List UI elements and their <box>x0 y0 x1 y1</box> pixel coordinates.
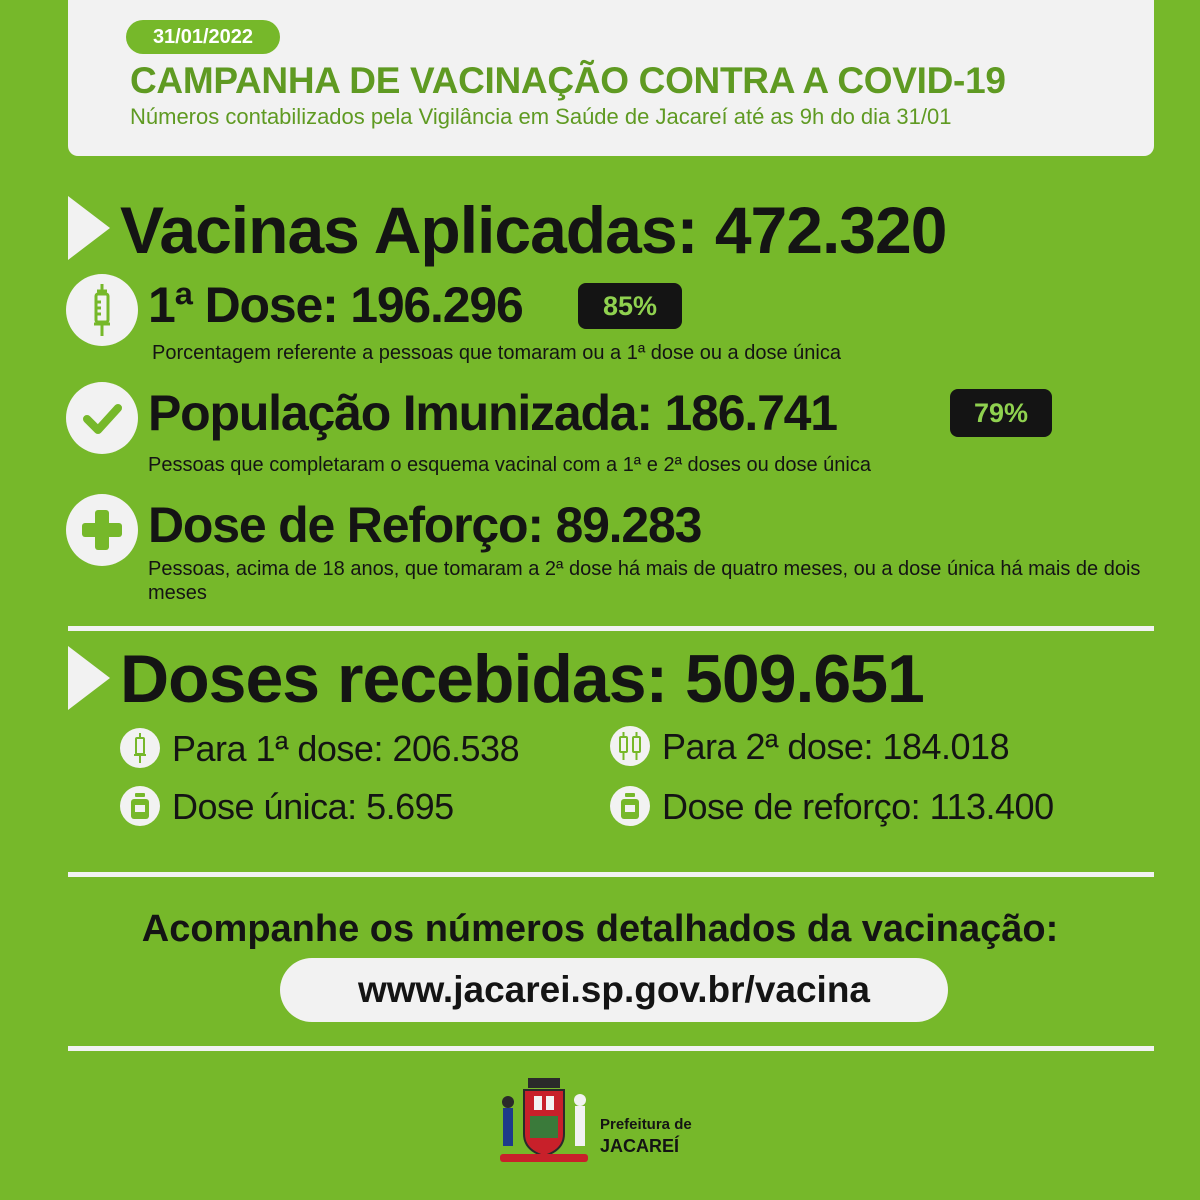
vaccine-url-link[interactable]: www.jacarei.sp.gov.br/vacina <box>280 958 948 1022</box>
divider <box>68 1046 1154 1051</box>
follow-text: Acompanhe os números detalhados da vacinação: <box>141 908 1059 950</box>
footer-city: JACAREÍ <box>600 1136 680 1156</box>
footer-label: Prefeitura de <box>600 1116 692 1133</box>
booster-note: Pessoas, acima de 18 anos, que tomaram a 2ª dose há mais de quatro meses, ou a dose única há mais de dois meses <box>148 558 1141 604</box>
received-second-dose: Para 2ª dose: 184.018 <box>662 726 1010 767</box>
syringe-icon <box>120 728 160 768</box>
check-icon <box>66 382 138 454</box>
immunized-percent-badge: 79% <box>950 389 1052 437</box>
booster-title: Dose de Reforço: 89.283 <box>148 497 702 553</box>
arrow-icon <box>68 646 110 710</box>
date-badge: 31/01/2022 <box>126 20 280 54</box>
first-dose-note: Porcentagem referente a pessoas que tomaram ou a 1ª dose ou a dose única <box>152 342 841 364</box>
vaccines-applied-title: Vacinas Aplicadas: 472.320 <box>120 193 947 267</box>
vial-icon <box>610 786 650 826</box>
doses-received-title: Doses recebidas: 509.651 <box>120 641 924 717</box>
coat-of-arms-logo <box>494 1076 594 1166</box>
plus-icon <box>66 494 138 566</box>
double-syringe-icon <box>610 726 650 766</box>
immunized-note: Pessoas que completaram o esquema vacinal com a 1ª e 2ª doses ou dose única <box>148 454 871 476</box>
first-dose-percent-badge: 85% <box>578 283 682 329</box>
campaign-title: CAMPANHA DE VACINAÇÃO CONTRA A COVID-19 <box>130 60 1006 101</box>
syringe-icon <box>66 274 138 346</box>
received-booster-dose: Dose de reforço: 113.400 <box>662 786 1054 827</box>
campaign-subtitle: Números contabilizados pela Vigilância em Saúde de Jacareí até as 9h do dia 31/01 <box>130 104 952 129</box>
divider <box>68 626 1154 631</box>
arrow-icon <box>68 196 110 260</box>
received-first-dose: Para 1ª dose: 206.538 <box>172 728 520 769</box>
immunized-title: População Imunizada: 186.741 <box>148 385 837 441</box>
divider <box>68 872 1154 877</box>
received-single-dose: Dose única: 5.695 <box>172 786 454 827</box>
vial-icon <box>120 786 160 826</box>
first-dose-title: 1ª Dose: 196.296 <box>148 277 523 333</box>
